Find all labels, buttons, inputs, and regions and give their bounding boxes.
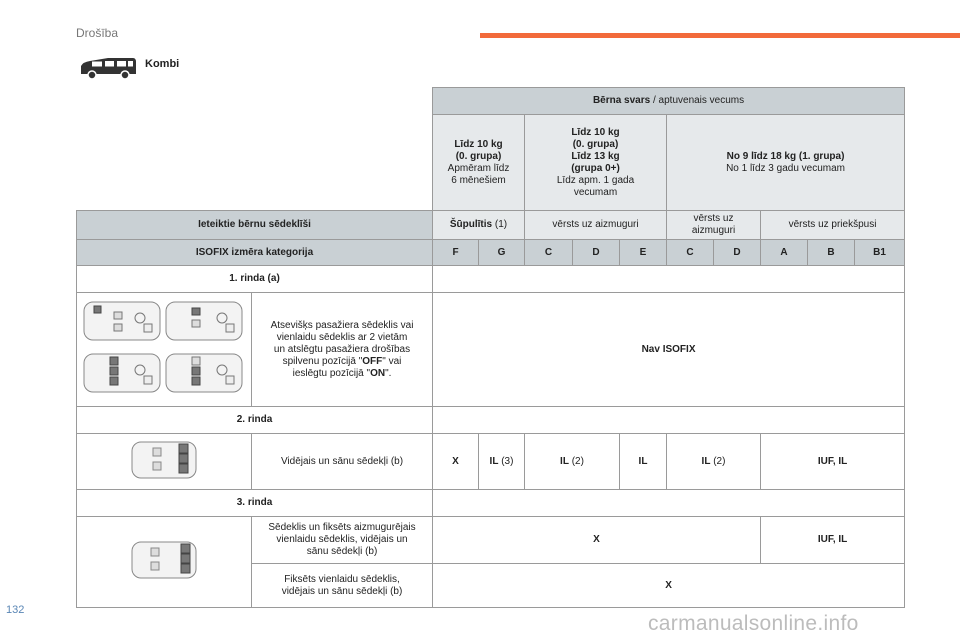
group-1-header: No 9 līdz 18 kg (1. grupa) No 1 līdz 3 gadu vecumam (667, 115, 905, 211)
row3-description-b: Fiksēts vienlaidu sēdeklis, vidējais un sānu sēdekļi (b) (252, 564, 433, 608)
recommended-label: Ieteiktie bērnu sēdeklīši (77, 211, 433, 240)
isofix-class: A (761, 240, 808, 266)
row2-value-il: IL (620, 434, 667, 490)
car-top-view-icon (129, 438, 199, 482)
row3-diagram (77, 517, 252, 608)
isofix-class: C (525, 240, 573, 266)
row1-description: Atsevišķs pasažiera sēdeklis vai vienlaidu sēdeklis ar 2 vietām un atslēgtu pasažiera drošības spilvenu pozīcijā "OFF" vai ieslēgtu pozīcijā "ON". (252, 293, 433, 407)
row1-title: 1. rinda (a) (77, 266, 433, 293)
front-seat-diagrams (77, 293, 252, 407)
row2-value-rear: IL (2) (525, 434, 620, 490)
isofix-size-label: ISOFIX izmēra kategorija (77, 240, 433, 266)
isofix-class: C (667, 240, 714, 266)
row2-title: 2. rinda (77, 407, 433, 434)
row2-value-front: IUF, IL (761, 434, 905, 490)
watermark: carmanualsonline.info (648, 612, 859, 635)
row3-value-b: X (433, 564, 905, 608)
car-top-view-icon (129, 538, 199, 582)
accent-bar (480, 33, 960, 38)
rear-facing-cell-2: vērsts uz aizmuguri (667, 211, 761, 240)
isofix-class: B (808, 240, 855, 266)
row2-diagram (77, 434, 252, 490)
isofix-class: D (714, 240, 761, 266)
row2-value-rear-2: IL (2) (667, 434, 761, 490)
group-0-header: Līdz 10 kg (0. grupa) Apmēram līdz 6 mēnešiem (433, 115, 525, 211)
isofix-class: F (433, 240, 479, 266)
section-title: Drošība (76, 26, 119, 40)
isofix-class: E (620, 240, 667, 266)
isofix-class: D (573, 240, 620, 266)
isofix-class: B1 (855, 240, 905, 266)
row3-value-a: X (433, 517, 761, 564)
row3-value-a-front: IUF, IL (761, 517, 905, 564)
row2-value-group0-b: IL (3) (479, 434, 525, 490)
isofix-table (76, 87, 905, 608)
row2-value-group0: X (433, 434, 479, 490)
row1-value: Nav ISOFIX (433, 293, 905, 407)
cradle-cell: Šūpulītis (1) (433, 211, 525, 240)
child-weight-header: Bērna svars / aptuvenais vecums (433, 88, 905, 115)
row3-title: 3. rinda (77, 490, 433, 517)
page-number: 132 (6, 604, 25, 616)
row3-description-a: Sēdeklis un fiksēts aizmugurējais vienlaidu sēdeklis, vidējais un sānu sēdekļi (b) (252, 517, 433, 564)
isofix-class: G (479, 240, 525, 266)
car-top-view-icon (80, 296, 248, 400)
front-facing-cell: vērsts uz priekšpusi (761, 211, 905, 240)
row2-description: Vidējais un sānu sēdekļi (b) (252, 434, 433, 490)
rear-facing-cell: vērsts uz aizmuguri (525, 211, 667, 240)
van-icon (78, 55, 138, 81)
vehicle-label: Kombi (145, 58, 180, 70)
group-0plus-header: Līdz 10 kg (0. grupa) Līdz 13 kg (grupa 0+) Līdz apm. 1 gada vecumam (525, 115, 667, 211)
